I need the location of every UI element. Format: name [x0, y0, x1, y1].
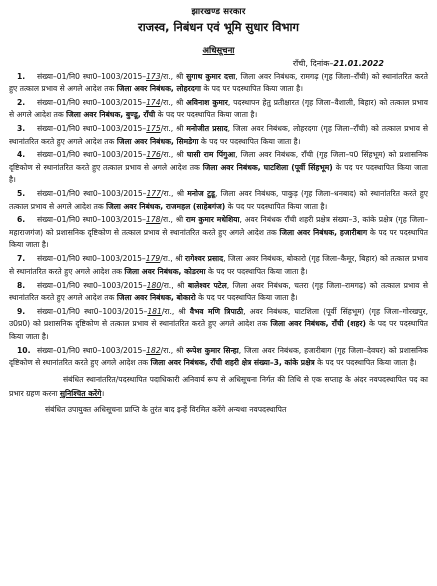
item-body-text: , अवर निबंधक राँची शहरी प्रक्षेत्र संख्या–3, कांके प्रक्षेत्र (गृह जिला–महाराजगंज) को प्रशासनिक दृष्टिकोण से तत्काल प्रभाव से स्थानांतरित करते हुए अगले आदेश तक — [9, 215, 428, 237]
item-body-text: , जिला अवर निबंधक, पाकुड़ (गृह जिला–धनबाद) को स्थानांतरित करते हुए तत्काल प्रभाव से अगले आदेश तक — [9, 189, 428, 211]
item-officer-name: मनोज टुडू — [187, 189, 215, 199]
item-officer-name: रागेश्वर प्रसाद — [185, 254, 224, 264]
item-tail-text: के पद पर पदस्थापित किया जाता है। — [225, 201, 328, 211]
item-body-text: , जिला अवर निबंधक, हजारीबाग (गृह जिला–देवघर) को प्रशासनिक दृष्टिकोण से स्थानांतरित करते हुए अगले आदेश तक — [9, 345, 429, 367]
closing-paragraph — [9, 373, 428, 401]
closing-text-emphasis: सुनिश्चित करेंगे — [59, 389, 102, 399]
item-reference-prefix: संख्या–01/नि0 स्था0–1003/2015– — [37, 215, 146, 225]
item-new-post: जिला अवर निबंधक, बोकारो — [116, 292, 196, 302]
item-reference-number: 174 — [146, 97, 161, 107]
item-number: 8. — [17, 280, 26, 290]
order-item — [9, 149, 428, 186]
item-number: 10. — [17, 345, 31, 355]
order-item — [9, 214, 428, 251]
order-item — [9, 306, 428, 343]
notification-date: 21.01.2022 — [333, 59, 384, 68]
item-tail-text: के पद पर पदस्थापित किया जाता है। — [314, 357, 417, 367]
item-new-post: जिला अवर निबंधक, राँची शहरी क्षेत्र संख्या–3, कांके प्रक्षेत्र — [150, 357, 315, 367]
item-number: 6. — [17, 215, 26, 225]
item-reference-suffix: /रा., श्री — [160, 254, 186, 264]
item-number: 1. — [17, 71, 26, 81]
item-reference-suffix: /रा., श्री — [160, 189, 188, 199]
item-reference-suffix: /रा., श्री — [160, 97, 187, 107]
item-new-post: जिला अवर निबंधक, बुण्डू, राँची — [66, 110, 156, 120]
item-number: 3. — [17, 124, 26, 134]
item-reference-suffix: /रा., श्री — [160, 215, 186, 225]
item-number: 7. — [17, 254, 26, 264]
item-officer-name: मनोजीत प्रसाद — [186, 124, 228, 134]
order-item — [9, 71, 428, 96]
order-items-list — [9, 71, 428, 370]
item-officer-name: घासी राम पिंगुआ — [186, 150, 236, 160]
notification-label: अधिसूचना — [202, 46, 235, 56]
footer-line: संबंधित उपायुक्त अधिसूचना प्राप्ति के तुरंत बाद इन्हें विरमित करेंगे अन्यथा नवपदस्थापित — [45, 405, 287, 415]
item-officer-name: रूपेश कुमार सिन्हा — [186, 345, 239, 355]
item-tail-text: के पद पर पदस्थापित किया जाता है। — [195, 292, 298, 302]
item-new-post: जिला अवर निबंधक, हजारीबाग — [279, 227, 368, 237]
item-number: 5. — [17, 189, 26, 199]
item-reference-prefix: संख्या–01/नि0 स्था0–1003/2015– — [37, 150, 147, 160]
item-reference-number: 179 — [145, 254, 161, 264]
item-new-post: जिला अवर निबंधक, राँची (शहर) — [270, 319, 366, 329]
item-new-post: जिला अवर निबंधक, लोहरदगा — [116, 83, 201, 93]
item-reference-suffix: /रा., श्री — [160, 124, 187, 134]
item-reference-number: 173 — [146, 71, 161, 81]
order-item — [9, 280, 428, 305]
order-item — [9, 345, 428, 370]
item-reference-suffix: /रा., श्री — [160, 345, 187, 355]
item-number: 9. — [17, 306, 26, 316]
item-reference-prefix: संख्या–01/नि0 स्था0–1003/2015– — [37, 345, 147, 355]
order-item — [9, 123, 428, 148]
item-new-post: जिला अवर निबंधक, सिमडेगा — [116, 136, 199, 146]
closing-text-1: संबंधित स्थानांतरित/पदस्थापित पदाधिकारी अनिवार्य रूप से अधिसूचना निर्गत की तिथि से एक सप्ताह के अंदर नवपदस्थापित पद का प्रभार ग्रहण करना — [9, 375, 428, 399]
item-reference-suffix: /रा., श्री — [160, 150, 187, 160]
item-reference-number: 176 — [146, 150, 161, 160]
item-reference-number: 181 — [147, 306, 162, 316]
item-officer-name: सुगाथ कुमार दत्ता — [186, 71, 236, 81]
item-tail-text: के पद पर पदस्थापित किया जाता है। — [201, 83, 304, 93]
item-number: 2. — [17, 97, 26, 107]
item-new-post: जिला अवर निबंधक, कोडरमा — [124, 266, 206, 276]
item-tail-text: के पद पर पदस्थापित किया जाता है। — [9, 162, 428, 185]
item-reference-prefix: संख्या–01/नि0 स्था0–1003/2015– — [37, 71, 147, 81]
item-reference-number: 175 — [146, 124, 161, 134]
government-heading: झारखण्ड सरकार — [191, 7, 246, 17]
item-officer-name: राम कुमार मधेशिया — [185, 215, 240, 225]
item-reference-number: 177 — [146, 189, 161, 199]
place-date-line — [9, 58, 428, 69]
item-tail-text: के पद पर पदस्थापित किया जाता है। — [198, 136, 301, 146]
item-new-post: जिला अवर निबंधक, घाटशिला (पूर्वी सिंहभूम) — [202, 162, 333, 172]
item-tail-text: के पद पर पदस्थापित किया जाता है। — [155, 110, 258, 120]
item-body-text: , जिला अवर निबंधक, चतरा (गृह जिला–रामगढ़) को तत्काल प्रभाव से स्थानांतरित करते हुए अगले आदेश तक — [9, 280, 428, 302]
item-reference-prefix: संख्या–01/नि0 स्था0–1003/2015– — [37, 306, 148, 316]
item-reference-prefix: संख्या–01/नि0 स्था0–1003/2015– — [37, 189, 147, 199]
order-item — [9, 188, 428, 213]
item-reference-prefix: संख्या–01/नि0 स्था0–1003/2015– — [37, 280, 147, 290]
item-body-text: , जिला अवर निबंधक, लोहरदगा (गृह जिला–राँची) को तत्काल प्रभाव से स्थानांतरित करते हुए अगले आदेश तक — [9, 124, 428, 146]
item-body-text: , जिला अवर निबंधक, राँची (गृह जिला–प0 सिंहभूम) को प्रशासनिक दृष्टिकोण से स्थानांतरित करते हुए तत्काल प्रभाव से अगले आदेश तक — [9, 150, 428, 172]
item-reference-suffix: /रा., श्री — [160, 71, 187, 81]
item-reference-prefix: संख्या–01/नि0 स्था0–1003/2015– — [37, 124, 147, 134]
item-number: 4. — [17, 150, 26, 160]
item-body-text: , जिला अवर निबंधक, बोकारो (गृह जिला–कैमूर, बिहार) को तत्काल प्रभाव से स्थानांतरित करते हुए अगले आदेश तक — [9, 254, 428, 276]
item-reference-prefix: संख्या–01/नि0 स्था0–1003/2015– — [37, 97, 147, 107]
item-officer-name: बालेश्वर पटेल — [187, 280, 227, 290]
item-tail-text: के पद पर पदस्थापित किया जाता है। — [9, 319, 428, 341]
item-officer-name: वैभव मणि त्रिपाठी — [189, 306, 244, 316]
item-tail-text: के पद पर पदस्थापित किया जाता है। — [205, 266, 308, 276]
department-heading: राजस्व, निबंधन एवं भूमि सुधार विभाग — [138, 20, 299, 34]
item-body-text: , पदस्थापन हेतु प्रतीक्षारत (गृह जिला–वैशाली, बिहार) को तत्काल प्रभाव से अगले आदेश तक — [9, 97, 428, 120]
item-reference-suffix: /रा., श्री — [161, 306, 190, 316]
item-new-post: जिला अवर निबंधक, राजमहल (साहेबगंज) — [106, 201, 226, 211]
item-officer-name: अविनाश कुमार — [186, 97, 228, 107]
place-date-prefix: राँची, दिनांक– — [292, 59, 334, 68]
item-tail-text: के पद पर पदस्थापित किया जाता है। — [9, 227, 429, 250]
item-body-text: , जिला अवर निबंधक, रामगढ़ (गृह जिला–राँची) को स्थानांतरित करते हुए तत्काल प्रभाव से अगले आदेश तक — [9, 71, 428, 93]
item-reference-prefix: संख्या–01/नि0 स्था0–1003/2015– — [37, 254, 146, 264]
item-reference-suffix: /रा., श्री — [161, 280, 188, 290]
notification-label-wrap — [9, 38, 428, 57]
item-reference-number: 178 — [145, 215, 161, 225]
closing-text-2: । — [101, 389, 105, 399]
order-item — [9, 253, 428, 278]
order-item — [9, 97, 428, 122]
item-reference-number: 182 — [146, 345, 161, 355]
item-reference-number: 180 — [146, 280, 162, 290]
item-body-text: , अवर निबंधक, घाटशिला (पूर्वी सिंहभूम) (गृह जिला–गोरखपुर, उ0प्र0) को प्रशासनिक दृष्टिकोण से तत्काल प्रभाव से स्थानांतरित करते हुए अगले आदेश तक — [9, 306, 428, 329]
